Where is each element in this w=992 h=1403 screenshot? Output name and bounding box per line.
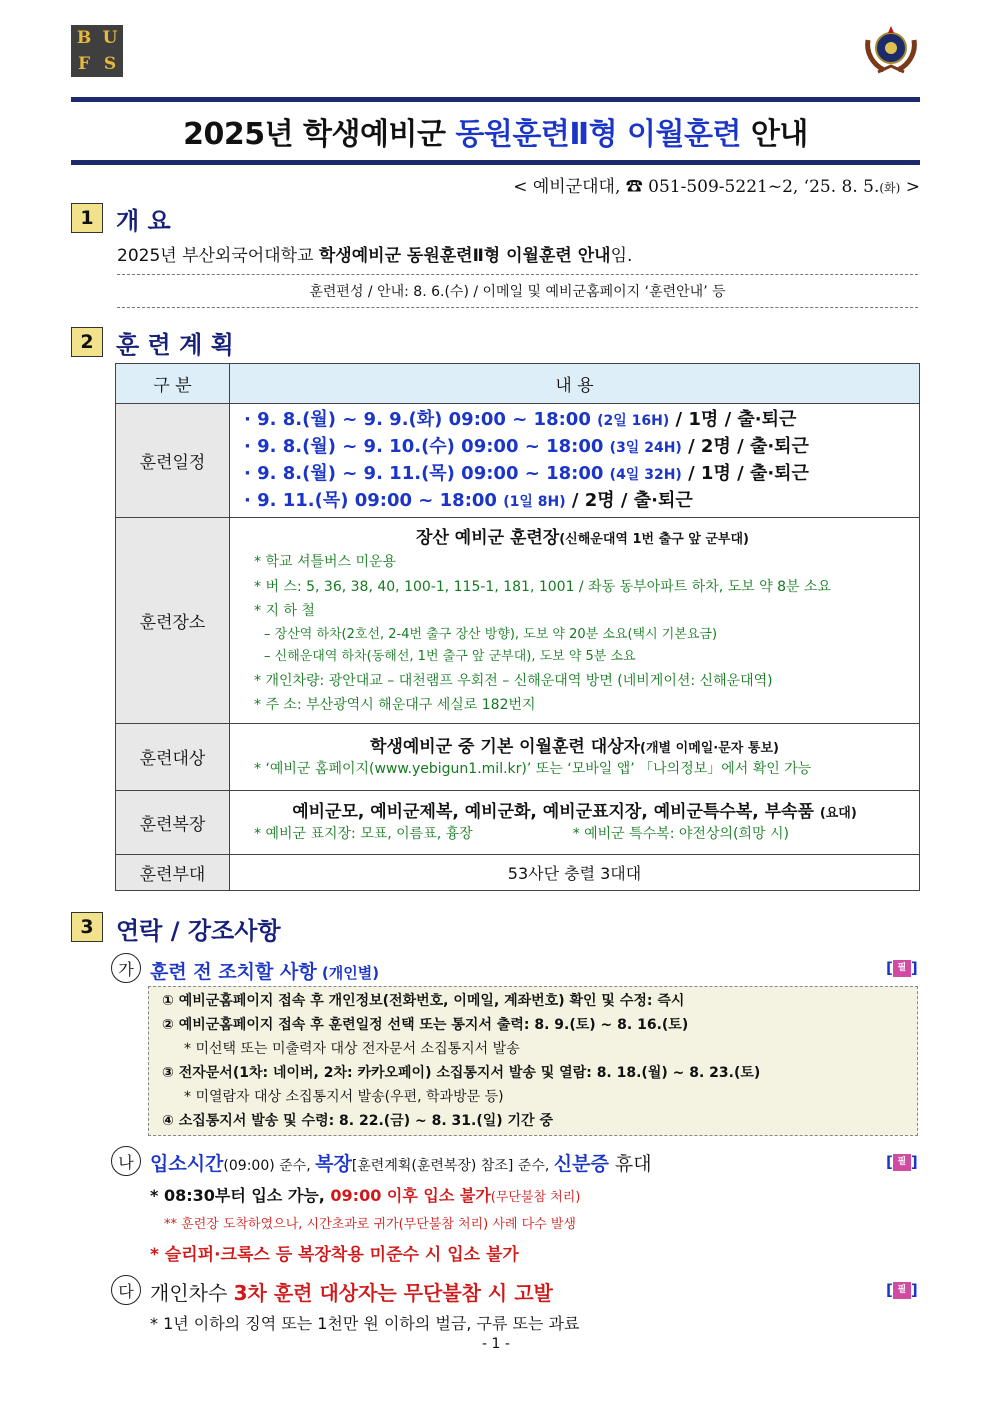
uniform-title: 예비군모, 예비군제복, 예비군화, 예비군표지장, 예비군특수복, 부속품 (요대) xyxy=(292,802,857,823)
item-marker: 나 xyxy=(111,1146,141,1176)
list-item: * 미열람자 대상 소집통지서 발송(우편, 학과방문 등) xyxy=(184,1089,504,1105)
row-label: 훈련복장 xyxy=(116,790,230,854)
list-item: ④ 소집통지서 발송 및 수령: 8. 22.(금) ~ 8. 31.(일) 기간 중 xyxy=(162,1113,553,1129)
unit-value: 53사단 충렬 3대대 xyxy=(230,854,920,890)
reserve-forces-emblem-icon xyxy=(862,22,920,78)
uniform-note: * 예비군 표지장: 모표, 이름표, 흉장 * 예비군 특수복: 야전상의(희망 시) xyxy=(254,826,789,843)
column-header: 구 분 xyxy=(116,364,230,404)
required-stamp-icon: 필 xyxy=(893,1282,911,1299)
schedule-list xyxy=(230,404,920,518)
overview-text: 2025년 부산외국어대학교 학생예비군 동원훈련Ⅱ형 이월훈련 안내임. xyxy=(117,246,633,266)
place-line: – 신해운대역 하차(동해선, 1번 출구 앞 군부대), 도보 약 5분 소요 xyxy=(264,649,636,664)
section-title: 개 요 xyxy=(116,207,171,235)
issuer-line: < 예비군대대, ☎ 051-509-5221~2, ‘25. 8. 5.(화) > xyxy=(513,177,920,197)
list-item: ③ 전자문서(1차: 네이버, 2차: 카카오페이) 소집통지서 발송 및 열람: 8. 18.(월) ~ 8. 23.(토) xyxy=(162,1065,761,1081)
place-line: – 장산역 하차(2호선, 2-4번 출구 장산 방향), 도보 약 20분 소요(택시 기본요금) xyxy=(264,626,718,642)
list-item: ① 예비군홈페이지 접속 후 개인정보(전화번호, 이메일, 계좌번호) 확인 및 수정: 즉시 xyxy=(162,993,685,1009)
table-row xyxy=(116,518,920,724)
section-number: 2 xyxy=(71,327,103,357)
logo-letter: S xyxy=(103,54,117,74)
title-rule-bottom xyxy=(71,160,920,165)
required-tag: [ 필 ] xyxy=(886,1153,918,1171)
required-stamp-icon: 필 xyxy=(893,1154,911,1171)
page-title: 2025년 학생예비군 동원훈련Ⅱ형 이월훈련 안내 xyxy=(183,117,808,152)
table-row xyxy=(116,723,920,790)
place-line: * 학교 셔틀버스 미운용 xyxy=(254,554,397,570)
target-cell xyxy=(230,723,920,790)
place-line: * 개인차량: 광안대교 – 대천램프 우회전 – 신해운대역 방면 (네비게이션: 신해운대역) xyxy=(254,672,773,689)
title-rule-top xyxy=(71,97,920,102)
logo-letter: U xyxy=(102,28,118,48)
dress-warning: * 슬리퍼·크록스 등 복장착용 미준수 시 입소 불가 xyxy=(150,1245,519,1265)
logo-letter: F xyxy=(77,54,91,74)
place-line: * 버 스: 5, 36, 38, 40, 100-1, 115-1, 181, 1001 / 좌동 동부아파트 하차, 도보 약 8분 소요 xyxy=(254,578,832,595)
table-row xyxy=(116,404,920,518)
schedule-item: · 9. 8.(월) ~ 9. 9.(화) 09:00 ~ 18:00 (2일 16H) / 1명 / 출·퇴근 xyxy=(244,408,797,430)
entry-rules-title: 입소시간(09:00) 준수, 복장[훈련계획(훈련복장) 참조] 준수, 신분증 휴대 xyxy=(150,1153,652,1175)
bufs-logo xyxy=(71,25,123,77)
place-title: 장산 예비군 훈련장(신해운대역 1번 출구 앞 군부대) xyxy=(416,528,749,548)
training-plan-table xyxy=(115,363,920,891)
schedule-item: · 9. 8.(월) ~ 9. 10.(수) 09:00 ~ 18:00 (3일 24H) / 2명 / 출·퇴근 xyxy=(244,435,809,457)
row-label: 훈련장소 xyxy=(116,518,230,724)
page-number: - 1 - xyxy=(482,1336,510,1352)
uniform-cell xyxy=(230,790,920,854)
section-number: 3 xyxy=(71,912,103,942)
schedule-item: · 9. 8.(월) ~ 9. 11.(목) 09:00 ~ 18:00 (4일 32H) / 1명 / 출·퇴근 xyxy=(244,462,809,484)
schedule-item: · 9. 11.(목) 09:00 ~ 18:00 (1일 8H) / 2명 / 출·퇴근 xyxy=(244,489,693,511)
pre-training-title: 훈련 전 조치할 사항 (개인별) xyxy=(150,961,380,983)
row-label: 훈련일정 xyxy=(116,404,230,518)
item-marker: 다 xyxy=(111,1275,141,1305)
entry-warning: ** 훈련장 도착하였으나, 시간초과로 귀가(무단불참 처리) 사례 다수 발생 xyxy=(164,1217,576,1232)
table-header-row xyxy=(116,364,920,404)
penalty-note: * 1년 이하의 징역 또는 1천만 원 이하의 벌금, 구류 또는 과료 xyxy=(150,1314,580,1333)
overview-note: 훈련편성 / 안내: 8. 6.(수) / 이메일 및 예비군홈페이지 ‘훈련안내’ 등 xyxy=(117,274,918,308)
section-title: 훈 련 계 획 xyxy=(116,331,234,359)
column-header: 내 용 xyxy=(230,364,920,404)
place-line: * 지 하 철 xyxy=(254,603,315,619)
target-title: 학생예비군 중 기본 이월훈련 대상자(개별 이메일·문자 통보) xyxy=(370,736,779,757)
place-cell xyxy=(230,518,920,724)
pre-training-box xyxy=(148,986,918,1136)
table-row xyxy=(116,854,920,890)
row-label: 훈련대상 xyxy=(116,723,230,790)
table-row xyxy=(116,790,920,854)
entry-note: * 08:30부터 입소 가능, 09:00 이후 입소 불가(무단불참 처리) xyxy=(150,1186,581,1205)
row-label: 훈련부대 xyxy=(116,854,230,890)
penalty-title: 개인차수 3차 훈련 대상자는 무단불참 시 고발 xyxy=(150,1281,553,1305)
required-stamp-icon: 필 xyxy=(893,960,911,977)
section-title: 연락 / 강조사항 xyxy=(116,917,281,945)
place-line: * 주 소: 부산광역시 해운대구 세실로 182번지 xyxy=(254,697,536,713)
target-note: * ‘예비군 홈페이지(www.yebigun1.mil.kr)’ 또는 ‘모바일 앱’ 「나의정보」에서 확인 가능 xyxy=(254,760,812,777)
section-number: 1 xyxy=(71,203,103,233)
list-item: ② 예비군홈페이지 접속 후 훈련일정 선택 또는 통지서 출력: 8. 9.(토) ~ 8. 16.(토) xyxy=(162,1017,689,1033)
item-marker: 가 xyxy=(111,953,141,983)
logo-letter: B xyxy=(76,28,92,48)
required-tag: [ 필 ] xyxy=(886,1281,918,1299)
list-item: * 미선택 또는 미출력자 대상 전자문서 소집통지서 발송 xyxy=(184,1041,520,1057)
required-tag: [ 필 ] xyxy=(886,959,918,977)
